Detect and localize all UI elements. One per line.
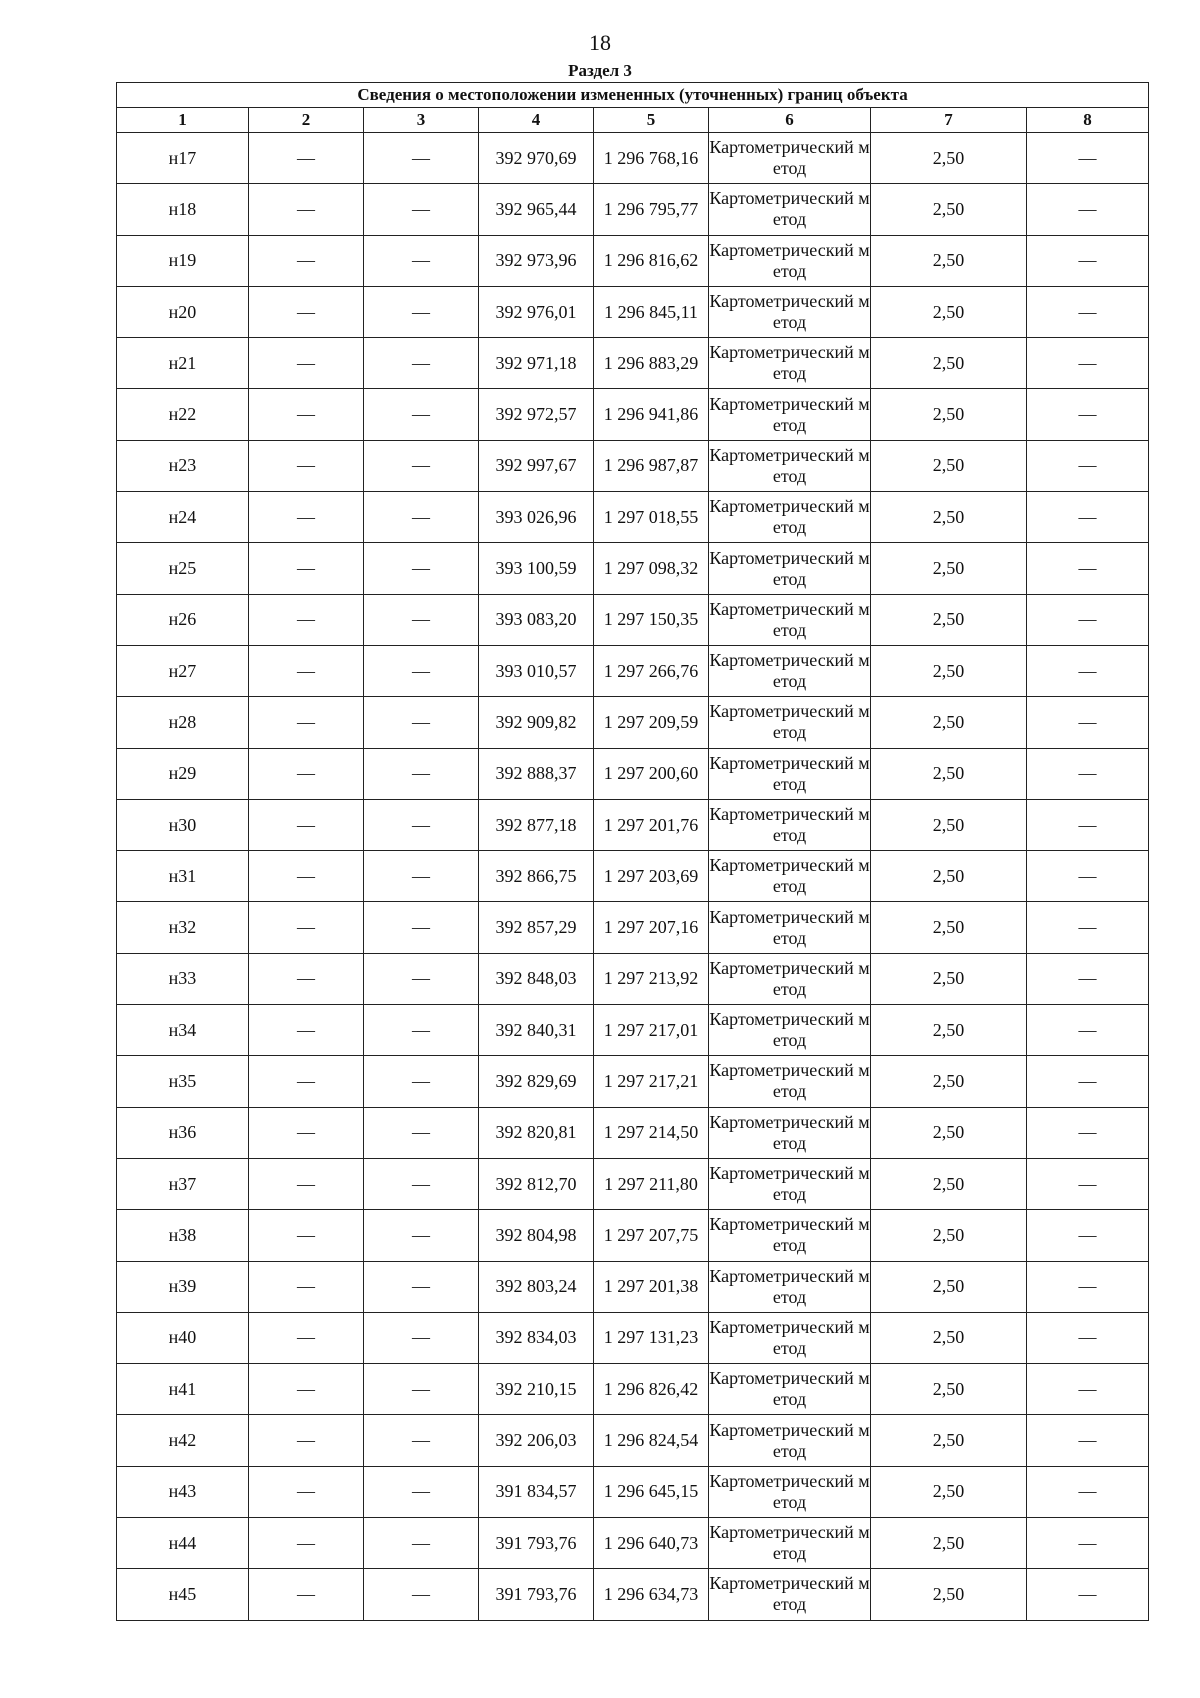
table-row — [117, 1261, 1149, 1312]
accuracy-cell: 2,50 — [871, 1005, 1027, 1056]
point-name-cell: н17 — [117, 133, 249, 184]
table-caption: Сведения о местоположении измененных (уточненных) границ объекта — [117, 83, 1149, 108]
accuracy-cell: 2,50 — [871, 1518, 1027, 1569]
empty-cell-dash: — — [249, 1569, 364, 1620]
table-row — [117, 543, 1149, 594]
empty-cell-dash: — — [364, 748, 479, 799]
y-coordinate-cell: 1 296 634,73 — [594, 1569, 709, 1620]
accuracy-cell: 2,50 — [871, 286, 1027, 337]
empty-cell-dash: — — [1027, 697, 1149, 748]
empty-cell-dash: — — [1027, 953, 1149, 1004]
accuracy-cell: 2,50 — [871, 389, 1027, 440]
empty-cell-dash: — — [1027, 338, 1149, 389]
empty-cell-dash: — — [364, 1005, 479, 1056]
empty-cell-dash: — — [249, 1261, 364, 1312]
x-coordinate-cell: 392 804,98 — [479, 1210, 594, 1261]
empty-cell-dash: — — [1027, 1261, 1149, 1312]
empty-cell-dash: — — [249, 133, 364, 184]
x-coordinate-cell: 392 840,31 — [479, 1005, 594, 1056]
empty-cell-dash: — — [1027, 184, 1149, 235]
coordinates-table — [116, 82, 1149, 1621]
table-row — [117, 1210, 1149, 1261]
method-cell: Картометрический метод — [709, 286, 871, 337]
x-coordinate-cell: 392 997,67 — [479, 440, 594, 491]
table-row — [117, 594, 1149, 645]
method-cell: Картометрический метод — [709, 953, 871, 1004]
method-cell: Картометрический метод — [709, 1364, 871, 1415]
x-coordinate-cell: 392 970,69 — [479, 133, 594, 184]
point-name-cell: н31 — [117, 851, 249, 902]
empty-cell-dash: — — [249, 645, 364, 696]
accuracy-cell: 2,50 — [871, 1210, 1027, 1261]
method-cell: Картометрический метод — [709, 1056, 871, 1107]
empty-cell-dash: — — [364, 1518, 479, 1569]
section-title: Раздел 3 — [568, 61, 632, 80]
table-row — [117, 1056, 1149, 1107]
column-number: 8 — [1027, 108, 1149, 133]
empty-cell-dash: — — [249, 543, 364, 594]
accuracy-cell: 2,50 — [871, 953, 1027, 1004]
empty-cell-dash: — — [249, 1210, 364, 1261]
table-row — [117, 645, 1149, 696]
page-number: 18 — [589, 30, 611, 55]
table-row — [117, 1312, 1149, 1363]
x-coordinate-cell: 392 973,96 — [479, 235, 594, 286]
point-name-cell: н27 — [117, 645, 249, 696]
x-coordinate-cell: 393 083,20 — [479, 594, 594, 645]
empty-cell-dash: — — [249, 338, 364, 389]
column-number: 3 — [364, 108, 479, 133]
method-cell: Картометрический метод — [709, 1005, 871, 1056]
empty-cell-dash: — — [1027, 799, 1149, 850]
y-coordinate-cell: 1 296 987,87 — [594, 440, 709, 491]
x-coordinate-cell: 391 793,76 — [479, 1518, 594, 1569]
empty-cell-dash: — — [364, 184, 479, 235]
empty-cell-dash: — — [1027, 492, 1149, 543]
y-coordinate-cell: 1 296 826,42 — [594, 1364, 709, 1415]
y-coordinate-cell: 1 297 150,35 — [594, 594, 709, 645]
x-coordinate-cell: 393 010,57 — [479, 645, 594, 696]
empty-cell-dash: — — [249, 851, 364, 902]
y-coordinate-cell: 1 296 768,16 — [594, 133, 709, 184]
table-row — [117, 1005, 1149, 1056]
x-coordinate-cell: 393 100,59 — [479, 543, 594, 594]
y-coordinate-cell: 1 297 217,21 — [594, 1056, 709, 1107]
point-name-cell: н44 — [117, 1518, 249, 1569]
accuracy-cell: 2,50 — [871, 594, 1027, 645]
method-cell: Картометрический метод — [709, 1466, 871, 1517]
point-name-cell: н43 — [117, 1466, 249, 1517]
empty-cell-dash: — — [1027, 286, 1149, 337]
x-coordinate-cell: 392 829,69 — [479, 1056, 594, 1107]
empty-cell-dash: — — [364, 389, 479, 440]
point-name-cell: н32 — [117, 902, 249, 953]
method-cell: Картометрический метод — [709, 235, 871, 286]
table-row — [117, 1466, 1149, 1517]
accuracy-cell: 2,50 — [871, 1466, 1027, 1517]
y-coordinate-cell: 1 297 217,01 — [594, 1005, 709, 1056]
empty-cell-dash: — — [249, 1005, 364, 1056]
x-coordinate-cell: 392 803,24 — [479, 1261, 594, 1312]
y-coordinate-cell: 1 296 640,73 — [594, 1518, 709, 1569]
empty-cell-dash: — — [249, 953, 364, 1004]
x-coordinate-cell: 392 965,44 — [479, 184, 594, 235]
y-coordinate-cell: 1 297 018,55 — [594, 492, 709, 543]
method-cell: Картометрический метод — [709, 133, 871, 184]
point-name-cell: н42 — [117, 1415, 249, 1466]
table-row — [117, 440, 1149, 491]
x-coordinate-cell: 392 857,29 — [479, 902, 594, 953]
y-coordinate-cell: 1 297 214,50 — [594, 1107, 709, 1158]
table-row — [117, 1364, 1149, 1415]
accuracy-cell: 2,50 — [871, 1158, 1027, 1209]
empty-cell-dash: — — [249, 748, 364, 799]
accuracy-cell: 2,50 — [871, 748, 1027, 799]
empty-cell-dash: — — [249, 1415, 364, 1466]
empty-cell-dash: — — [364, 1210, 479, 1261]
empty-cell-dash: — — [249, 1158, 364, 1209]
table-row — [117, 1107, 1149, 1158]
y-coordinate-cell: 1 297 201,76 — [594, 799, 709, 850]
empty-cell-dash: — — [249, 389, 364, 440]
point-name-cell: н45 — [117, 1569, 249, 1620]
empty-cell-dash: — — [364, 133, 479, 184]
y-coordinate-cell: 1 297 211,80 — [594, 1158, 709, 1209]
empty-cell-dash: — — [249, 1466, 364, 1517]
y-coordinate-cell: 1 296 824,54 — [594, 1415, 709, 1466]
method-cell: Картометрический метод — [709, 902, 871, 953]
accuracy-cell: 2,50 — [871, 1261, 1027, 1312]
point-name-cell: н36 — [117, 1107, 249, 1158]
y-coordinate-cell: 1 296 795,77 — [594, 184, 709, 235]
accuracy-cell: 2,50 — [871, 799, 1027, 850]
method-cell: Картометрический метод — [709, 594, 871, 645]
method-cell: Картометрический метод — [709, 1107, 871, 1158]
method-cell: Картометрический метод — [709, 1518, 871, 1569]
table-row — [117, 1569, 1149, 1620]
x-coordinate-cell: 392 210,15 — [479, 1364, 594, 1415]
accuracy-cell: 2,50 — [871, 1415, 1027, 1466]
point-name-cell: н18 — [117, 184, 249, 235]
point-name-cell: н40 — [117, 1312, 249, 1363]
x-coordinate-cell: 391 834,57 — [479, 1466, 594, 1517]
column-number: 6 — [709, 108, 871, 133]
empty-cell-dash: — — [249, 492, 364, 543]
point-name-cell: н26 — [117, 594, 249, 645]
empty-cell-dash: — — [1027, 1210, 1149, 1261]
point-name-cell: н19 — [117, 235, 249, 286]
x-coordinate-cell: 392 820,81 — [479, 1107, 594, 1158]
empty-cell-dash: — — [1027, 1107, 1149, 1158]
empty-cell-dash: — — [364, 1107, 479, 1158]
y-coordinate-cell: 1 297 207,16 — [594, 902, 709, 953]
empty-cell-dash: — — [249, 1107, 364, 1158]
method-cell: Картометрический метод — [709, 799, 871, 850]
accuracy-cell: 2,50 — [871, 492, 1027, 543]
table-row — [117, 338, 1149, 389]
empty-cell-dash: — — [1027, 748, 1149, 799]
empty-cell-dash: — — [249, 594, 364, 645]
empty-cell-dash: — — [249, 697, 364, 748]
empty-cell-dash: — — [249, 184, 364, 235]
y-coordinate-cell: 1 297 209,59 — [594, 697, 709, 748]
x-coordinate-cell: 393 026,96 — [479, 492, 594, 543]
point-name-cell: н28 — [117, 697, 249, 748]
y-coordinate-cell: 1 297 201,38 — [594, 1261, 709, 1312]
empty-cell-dash: — — [1027, 1364, 1149, 1415]
method-cell: Картометрический метод — [709, 389, 871, 440]
y-coordinate-cell: 1 296 816,62 — [594, 235, 709, 286]
accuracy-cell: 2,50 — [871, 645, 1027, 696]
empty-cell-dash: — — [364, 1569, 479, 1620]
table-row — [117, 748, 1149, 799]
method-cell: Картометрический метод — [709, 1210, 871, 1261]
table-row — [117, 953, 1149, 1004]
empty-cell-dash: — — [364, 286, 479, 337]
empty-cell-dash: — — [249, 440, 364, 491]
table-row — [117, 286, 1149, 337]
table-row — [117, 1518, 1149, 1569]
empty-cell-dash: — — [249, 286, 364, 337]
point-name-cell: н21 — [117, 338, 249, 389]
point-name-cell: н33 — [117, 953, 249, 1004]
empty-cell-dash: — — [1027, 543, 1149, 594]
table-row — [117, 389, 1149, 440]
point-name-cell: н24 — [117, 492, 249, 543]
column-number: 4 — [479, 108, 594, 133]
empty-cell-dash: — — [364, 1056, 479, 1107]
x-coordinate-cell: 392 812,70 — [479, 1158, 594, 1209]
empty-cell-dash: — — [364, 1312, 479, 1363]
y-coordinate-cell: 1 297 098,32 — [594, 543, 709, 594]
method-cell: Картометрический метод — [709, 492, 871, 543]
y-coordinate-cell: 1 297 200,60 — [594, 748, 709, 799]
empty-cell-dash: — — [1027, 440, 1149, 491]
accuracy-cell: 2,50 — [871, 133, 1027, 184]
x-coordinate-cell: 392 866,75 — [479, 851, 594, 902]
empty-cell-dash: — — [364, 543, 479, 594]
empty-cell-dash: — — [364, 338, 479, 389]
column-number: 2 — [249, 108, 364, 133]
column-number: 1 — [117, 108, 249, 133]
table-body — [117, 133, 1149, 1621]
empty-cell-dash: — — [364, 492, 479, 543]
x-coordinate-cell: 392 971,18 — [479, 338, 594, 389]
empty-cell-dash: — — [249, 902, 364, 953]
accuracy-cell: 2,50 — [871, 543, 1027, 594]
empty-cell-dash: — — [249, 1056, 364, 1107]
empty-cell-dash: — — [1027, 594, 1149, 645]
x-coordinate-cell: 392 909,82 — [479, 697, 594, 748]
x-coordinate-cell: 392 972,57 — [479, 389, 594, 440]
accuracy-cell: 2,50 — [871, 902, 1027, 953]
empty-cell-dash: — — [364, 902, 479, 953]
empty-cell-dash: — — [364, 851, 479, 902]
accuracy-cell: 2,50 — [871, 184, 1027, 235]
y-coordinate-cell: 1 296 883,29 — [594, 338, 709, 389]
point-name-cell: н37 — [117, 1158, 249, 1209]
empty-cell-dash: — — [364, 953, 479, 1004]
empty-cell-dash: — — [364, 594, 479, 645]
y-coordinate-cell: 1 297 203,69 — [594, 851, 709, 902]
point-name-cell: н39 — [117, 1261, 249, 1312]
point-name-cell: н20 — [117, 286, 249, 337]
y-coordinate-cell: 1 297 131,23 — [594, 1312, 709, 1363]
empty-cell-dash: — — [1027, 389, 1149, 440]
column-number-row — [117, 108, 1149, 133]
accuracy-cell: 2,50 — [871, 851, 1027, 902]
empty-cell-dash: — — [249, 799, 364, 850]
accuracy-cell: 2,50 — [871, 1056, 1027, 1107]
empty-cell-dash: — — [1027, 1569, 1149, 1620]
x-coordinate-cell: 391 793,76 — [479, 1569, 594, 1620]
method-cell: Картометрический метод — [709, 1261, 871, 1312]
empty-cell-dash: — — [249, 1518, 364, 1569]
x-coordinate-cell: 392 976,01 — [479, 286, 594, 337]
empty-cell-dash: — — [1027, 1466, 1149, 1517]
table-row — [117, 902, 1149, 953]
point-name-cell: н29 — [117, 748, 249, 799]
method-cell: Картометрический метод — [709, 543, 871, 594]
table-row — [117, 1415, 1149, 1466]
table-row — [117, 492, 1149, 543]
empty-cell-dash: — — [1027, 902, 1149, 953]
y-coordinate-cell: 1 296 845,11 — [594, 286, 709, 337]
method-cell: Картометрический метод — [709, 1569, 871, 1620]
accuracy-cell: 2,50 — [871, 235, 1027, 286]
empty-cell-dash: — — [364, 645, 479, 696]
accuracy-cell: 2,50 — [871, 1364, 1027, 1415]
empty-cell-dash: — — [1027, 133, 1149, 184]
x-coordinate-cell: 392 834,03 — [479, 1312, 594, 1363]
column-number: 7 — [871, 108, 1027, 133]
y-coordinate-cell: 1 297 207,75 — [594, 1210, 709, 1261]
table-row — [117, 235, 1149, 286]
empty-cell-dash: — — [364, 697, 479, 748]
accuracy-cell: 2,50 — [871, 697, 1027, 748]
empty-cell-dash: — — [364, 235, 479, 286]
method-cell: Картометрический метод — [709, 440, 871, 491]
method-cell: Картометрический метод — [709, 645, 871, 696]
accuracy-cell: 2,50 — [871, 338, 1027, 389]
empty-cell-dash: — — [249, 235, 364, 286]
method-cell: Картометрический метод — [709, 697, 871, 748]
method-cell: Картометрический метод — [709, 1415, 871, 1466]
y-coordinate-cell: 1 296 645,15 — [594, 1466, 709, 1517]
column-number: 5 — [594, 108, 709, 133]
accuracy-cell: 2,50 — [871, 1312, 1027, 1363]
method-cell: Картометрический метод — [709, 184, 871, 235]
x-coordinate-cell: 392 877,18 — [479, 799, 594, 850]
point-name-cell: н22 — [117, 389, 249, 440]
point-name-cell: н30 — [117, 799, 249, 850]
empty-cell-dash: — — [364, 1466, 479, 1517]
empty-cell-dash: — — [249, 1312, 364, 1363]
method-cell: Картометрический метод — [709, 851, 871, 902]
empty-cell-dash: — — [1027, 1415, 1149, 1466]
accuracy-cell: 2,50 — [871, 440, 1027, 491]
point-name-cell: н41 — [117, 1364, 249, 1415]
method-cell: Картометрический метод — [709, 1312, 871, 1363]
table-row — [117, 1158, 1149, 1209]
empty-cell-dash: — — [364, 1261, 479, 1312]
table-row — [117, 799, 1149, 850]
empty-cell-dash: — — [1027, 235, 1149, 286]
point-name-cell: н25 — [117, 543, 249, 594]
y-coordinate-cell: 1 297 213,92 — [594, 953, 709, 1004]
empty-cell-dash: — — [1027, 1312, 1149, 1363]
empty-cell-dash: — — [1027, 1158, 1149, 1209]
y-coordinate-cell: 1 296 941,86 — [594, 389, 709, 440]
method-cell: Картометрический метод — [709, 1158, 871, 1209]
x-coordinate-cell: 392 888,37 — [479, 748, 594, 799]
table-row — [117, 851, 1149, 902]
point-name-cell: н34 — [117, 1005, 249, 1056]
accuracy-cell: 2,50 — [871, 1569, 1027, 1620]
point-name-cell: н23 — [117, 440, 249, 491]
empty-cell-dash: — — [1027, 1518, 1149, 1569]
table-row — [117, 184, 1149, 235]
x-coordinate-cell: 392 206,03 — [479, 1415, 594, 1466]
empty-cell-dash: — — [364, 1158, 479, 1209]
empty-cell-dash: — — [364, 440, 479, 491]
method-cell: Картометрический метод — [709, 338, 871, 389]
empty-cell-dash: — — [1027, 1005, 1149, 1056]
empty-cell-dash: — — [1027, 851, 1149, 902]
accuracy-cell: 2,50 — [871, 1107, 1027, 1158]
table-row — [117, 133, 1149, 184]
point-name-cell: н38 — [117, 1210, 249, 1261]
table-row — [117, 697, 1149, 748]
point-name-cell: н35 — [117, 1056, 249, 1107]
x-coordinate-cell: 392 848,03 — [479, 953, 594, 1004]
empty-cell-dash: — — [364, 1364, 479, 1415]
empty-cell-dash: — — [249, 1364, 364, 1415]
empty-cell-dash: — — [364, 799, 479, 850]
empty-cell-dash: — — [1027, 645, 1149, 696]
y-coordinate-cell: 1 297 266,76 — [594, 645, 709, 696]
empty-cell-dash: — — [364, 1415, 479, 1466]
method-cell: Картометрический метод — [709, 748, 871, 799]
empty-cell-dash: — — [1027, 1056, 1149, 1107]
